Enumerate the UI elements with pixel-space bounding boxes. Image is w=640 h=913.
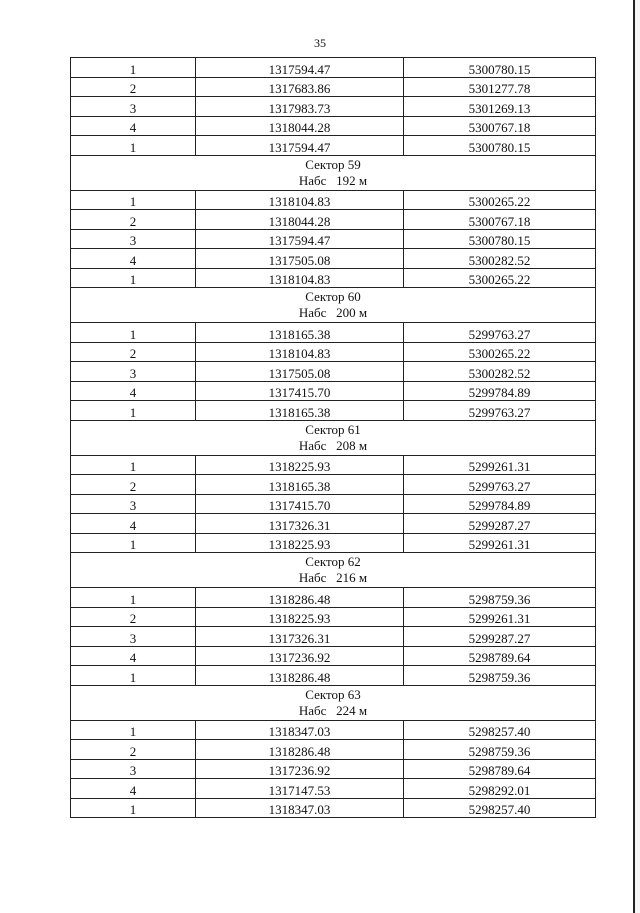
point-number-cell: 1 [71,268,196,288]
x-coordinate-cell: 1318347.03 [196,798,404,818]
table-row [71,116,596,136]
y-coordinate-cell: 5300780.15 [404,136,596,156]
sector-title: Сектор 62 [305,554,361,569]
point-number-cell: 4 [71,249,196,269]
x-coordinate-cell: 1318165.38 [196,401,404,421]
y-coordinate-cell: 5298257.40 [404,798,596,818]
point-number-cell: 1 [71,323,196,343]
point-number-cell: 1 [71,401,196,421]
x-coordinate-cell: 1318044.28 [196,116,404,136]
coordinates-table [70,57,596,818]
x-coordinate-cell: 1318044.28 [196,210,404,230]
point-number-cell: 1 [71,190,196,210]
table-row [71,77,596,97]
sector-title: Сектор 63 [305,686,361,702]
table-row [71,381,596,401]
x-coordinate-cell: 1317594.47 [196,229,404,249]
point-number-cell: 3 [71,362,196,382]
point-number-cell: 1 [71,666,196,686]
x-coordinate-cell: 1318286.48 [196,740,404,760]
x-coordinate-cell: 1317326.31 [196,627,404,647]
y-coordinate-cell: 5299763.27 [404,401,596,421]
table-row [71,58,596,78]
y-coordinate-cell: 5298759.36 [404,666,596,686]
x-coordinate-cell: 1318225.93 [196,533,404,553]
x-coordinate-cell: 1317415.70 [196,494,404,514]
x-coordinate-cell: 1317236.92 [196,759,404,779]
point-number-cell: 3 [71,229,196,249]
sector-header-row [71,553,596,588]
page-number: 35 [314,36,326,50]
y-coordinate-cell: 5300265.22 [404,268,596,288]
x-coordinate-cell: 1317505.08 [196,362,404,382]
point-number-cell: 4 [71,646,196,666]
point-number-cell: 4 [71,116,196,136]
x-coordinate-cell: 1317594.47 [196,136,404,156]
sector-height: Набс 208 м [298,437,368,453]
y-coordinate-cell: 5298789.64 [404,646,596,666]
x-coordinate-cell: 1317683.86 [196,77,404,97]
table-row [71,607,596,627]
point-number-cell: 4 [71,779,196,799]
x-coordinate-cell: 1318347.03 [196,720,404,740]
sector-height: Набс 216 м [298,570,368,585]
x-coordinate-cell: 1318165.38 [196,323,404,343]
point-number-cell: 1 [71,136,196,156]
sector-header-cell [71,288,596,323]
table-row [71,210,596,230]
x-coordinate-cell: 1318286.48 [196,666,404,686]
y-coordinate-cell: 5300780.15 [404,58,596,78]
table-row [71,627,596,647]
x-coordinate-cell: 1317415.70 [196,381,404,401]
table-row [71,97,596,117]
y-coordinate-cell: 5299784.89 [404,494,596,514]
point-number-cell: 3 [71,97,196,117]
x-coordinate-cell: 1318104.83 [196,190,404,210]
y-coordinate-cell: 5298789.64 [404,759,596,779]
y-coordinate-cell: 5300265.22 [404,190,596,210]
table-row [71,779,596,799]
sector-height: Набс 192 м [298,172,368,188]
sector-header-cell [71,553,596,588]
sector-height: Набс 224 м [298,702,368,718]
x-coordinate-cell: 1317983.73 [196,97,404,117]
point-number-cell: 1 [71,798,196,818]
table-row [71,759,596,779]
table-row [71,588,596,608]
sector-header-row [71,685,596,720]
table-row [71,475,596,495]
table-row [71,646,596,666]
y-coordinate-cell: 5299287.27 [404,514,596,534]
x-coordinate-cell: 1318286.48 [196,588,404,608]
sector-title: Сектор 60 [305,289,361,304]
sector-header-row [71,155,596,190]
y-coordinate-cell: 5299763.27 [404,475,596,495]
y-coordinate-cell: 5299261.31 [404,455,596,475]
y-coordinate-cell: 5299763.27 [404,323,596,343]
y-coordinate-cell: 5300767.18 [404,210,596,230]
y-coordinate-cell: 5300767.18 [404,116,596,136]
table-row [71,362,596,382]
x-coordinate-cell: 1318104.83 [196,342,404,362]
table-row [71,533,596,553]
sector-title: Сектор 59 [305,156,361,172]
table-row [71,342,596,362]
x-coordinate-cell: 1317147.53 [196,779,404,799]
x-coordinate-cell: 1318165.38 [196,475,404,495]
point-number-cell: 3 [71,627,196,647]
point-number-cell: 1 [71,58,196,78]
x-coordinate-cell: 1317594.47 [196,58,404,78]
sector-header-row [71,420,596,455]
x-coordinate-cell: 1318225.93 [196,455,404,475]
y-coordinate-cell: 5299287.27 [404,627,596,647]
y-coordinate-cell: 5300282.52 [404,362,596,382]
table-row [71,666,596,686]
point-number-cell: 4 [71,514,196,534]
x-coordinate-cell: 1317505.08 [196,249,404,269]
y-coordinate-cell: 5299261.31 [404,533,596,553]
point-number-cell: 2 [71,342,196,362]
x-coordinate-cell: 1317326.31 [196,514,404,534]
x-coordinate-cell: 1318104.83 [196,268,404,288]
table-row [71,455,596,475]
point-number-cell: 3 [71,759,196,779]
y-coordinate-cell: 5300265.22 [404,342,596,362]
y-coordinate-cell: 5298257.40 [404,720,596,740]
point-number-cell: 1 [71,533,196,553]
point-number-cell: 1 [71,720,196,740]
sector-header-cell [71,155,596,190]
sector-height: Набс 200 м [298,305,368,320]
y-coordinate-cell: 5298759.36 [404,740,596,760]
table-row [71,136,596,156]
table-row [71,268,596,288]
point-number-cell: 2 [71,607,196,627]
point-number-cell: 4 [71,381,196,401]
x-coordinate-cell: 1317236.92 [196,646,404,666]
y-coordinate-cell: 5300282.52 [404,249,596,269]
table-row [71,401,596,421]
sector-header-cell [71,420,596,455]
table-row [71,323,596,343]
table-row [71,798,596,818]
point-number-cell: 1 [71,588,196,608]
point-number-cell: 2 [71,740,196,760]
x-coordinate-cell: 1318225.93 [196,607,404,627]
point-number-cell: 3 [71,494,196,514]
table-row [71,514,596,534]
table-row [71,190,596,210]
point-number-cell: 2 [71,210,196,230]
point-number-cell: 2 [71,475,196,495]
table-row [71,740,596,760]
y-coordinate-cell: 5301269.13 [404,97,596,117]
table-row [71,720,596,740]
point-number-cell: 2 [71,77,196,97]
point-number-cell: 1 [71,455,196,475]
sector-header-cell [71,685,596,720]
table-row [71,249,596,269]
sector-header-row [71,288,596,323]
y-coordinate-cell: 5301277.78 [404,77,596,97]
y-coordinate-cell: 5299784.89 [404,381,596,401]
y-coordinate-cell: 5298292.01 [404,779,596,799]
table-row [71,494,596,514]
y-coordinate-cell: 5298759.36 [404,588,596,608]
y-coordinate-cell: 5300780.15 [404,229,596,249]
sector-title: Сектор 61 [305,421,361,437]
y-coordinate-cell: 5299261.31 [404,607,596,627]
coordinates-table-body [71,58,596,818]
table-row [71,229,596,249]
